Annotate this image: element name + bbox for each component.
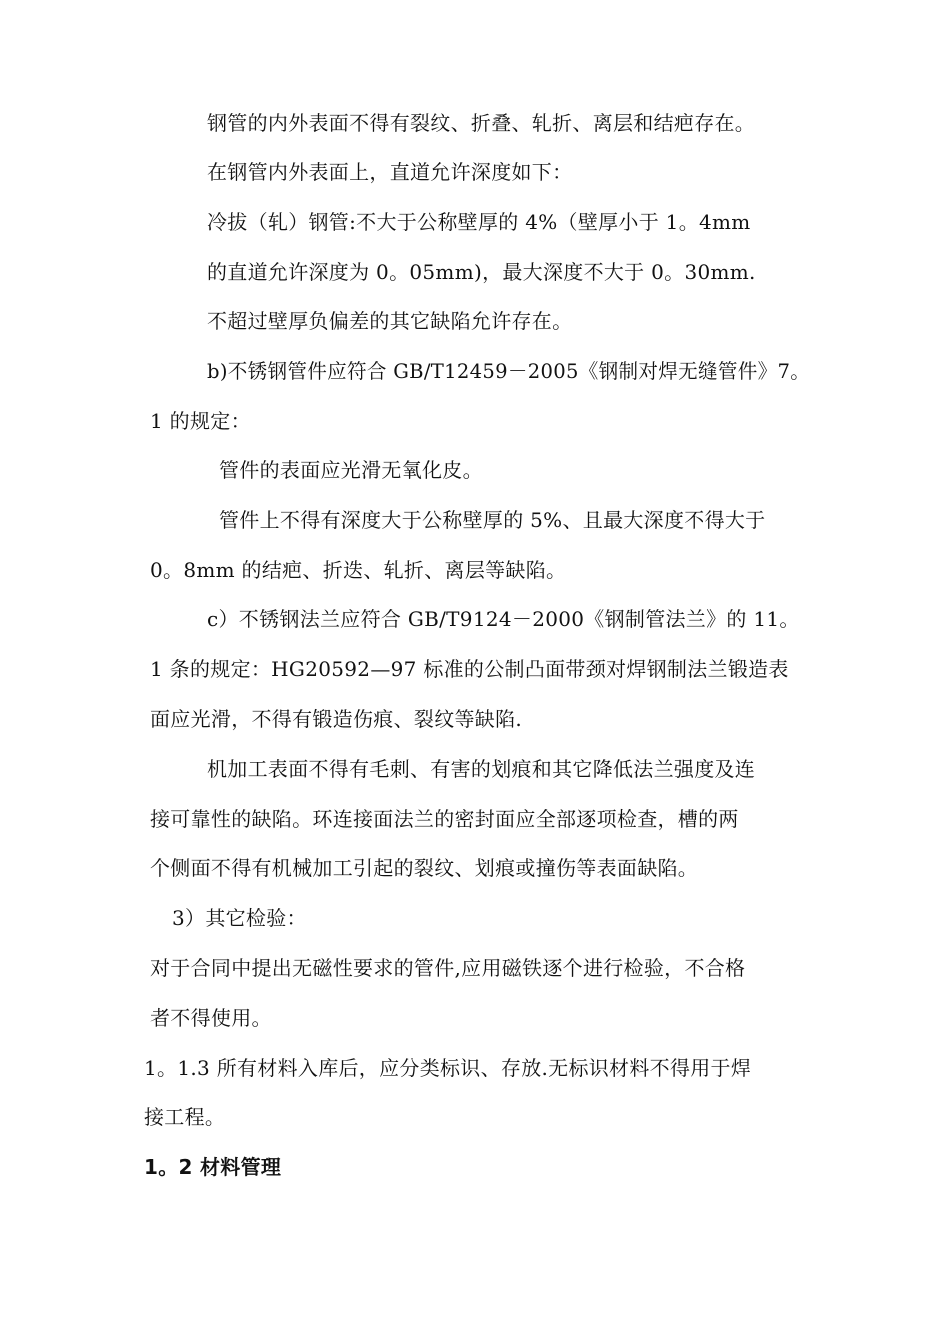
text-line: 的直道允许深度为 0。05mm)，最大深度不大于 0。30mm. <box>207 260 756 284</box>
text-line: 1。1.3 所有材料入库后，应分类标识、存放.无标识材料不得用于焊 <box>144 1056 752 1080</box>
section-heading: 1。2 材料管理 <box>144 1155 282 1179</box>
text-line: 者不得使用。 <box>150 1006 272 1030</box>
text-line: 面应光滑，不得有锻造伤痕、裂纹等缺陷. <box>150 707 523 731</box>
text-line: 冷拔（轧）钢管:不大于公称壁厚的 4%（壁厚小于 1。4mm <box>207 210 751 234</box>
text-line: 在钢管内外表面上，直道允许深度如下： <box>207 160 573 184</box>
text-line: 不超过壁厚负偏差的其它缺陷允许存在。 <box>207 309 573 333</box>
text-line: 接可靠性的缺陷。环连接面法兰的密封面应全部逐项检查，槽的两 <box>150 807 739 831</box>
text-line: 3）其它检验： <box>172 906 307 930</box>
text-line: b)不锈钢管件应符合 GB/T12459－2005《钢制对焊无缝管件》7。 <box>207 359 811 383</box>
text-line: 对于合同中提出无磁性要求的管件,应用磁铁逐个进行检验，不合格 <box>150 956 746 980</box>
text-line: 1 条的规定：HG20592—97 标准的公制凸面带颈对焊钢制法兰锻造表 <box>150 657 789 681</box>
text-line: 管件上不得有深度大于公称壁厚的 5%、且最大深度不得大于 <box>219 508 766 532</box>
text-line: 1 的规定： <box>150 409 251 433</box>
text-line: c）不锈钢法兰应符合 GB/T9124－2000《钢制管法兰》的 11。 <box>207 607 800 631</box>
text-line: 钢管的内外表面不得有裂纹、折叠、轧折、离层和结疤存在。 <box>207 111 756 135</box>
text-line: 0。8mm 的结疤、折迭、轧折、离层等缺陷。 <box>150 558 567 582</box>
text-line: 机加工表面不得有毛刺、有害的划痕和其它降低法兰强度及连 <box>207 757 756 781</box>
text-line: 个侧面不得有机械加工引起的裂纹、划痕或撞伤等表面缺陷。 <box>150 856 699 880</box>
text-line: 接工程。 <box>144 1105 226 1129</box>
text-line: 管件的表面应光滑无氧化皮。 <box>219 458 483 482</box>
